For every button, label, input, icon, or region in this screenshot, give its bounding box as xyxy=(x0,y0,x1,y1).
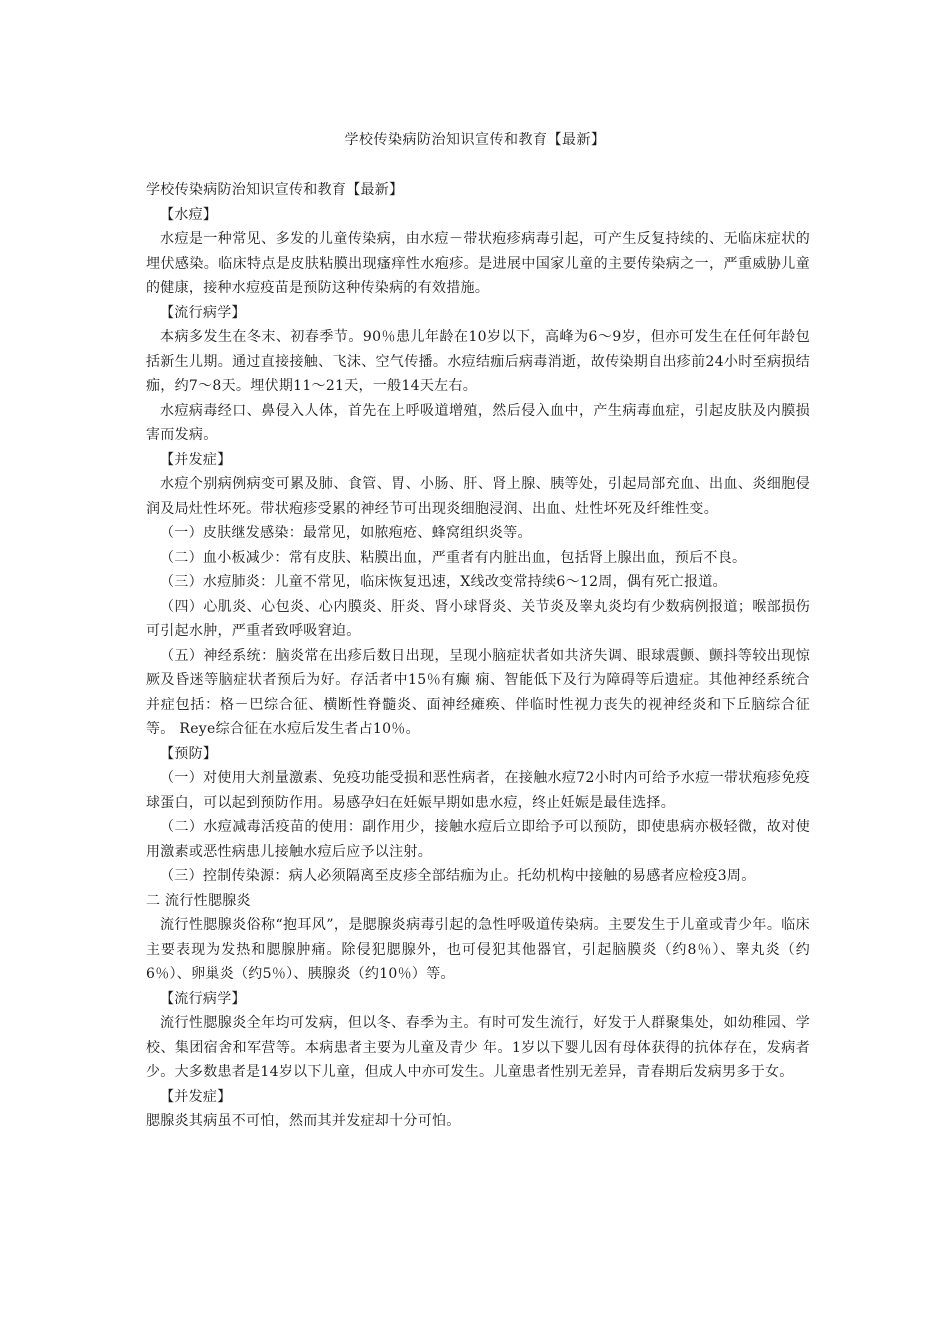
list-item: （二）血小板减少：常有皮肤、粘膜出血，严重者有内脏出血，包括肾上腺出血，预后不良。 xyxy=(160,549,747,566)
section-heading-mumps: 二 流行性腮腺炎 xyxy=(146,892,251,909)
section-heading-complications: 【并发症】 xyxy=(160,451,232,468)
list-item: （三）水痘肺炎：儿童不常见，临床恢复迅速，X线改变常持续6～12周，偶有死亡报道。 xyxy=(160,574,727,590)
list-item: （一）皮肤继发感染：最常见，如脓疱疮、蜂窝组织炎等。 xyxy=(160,525,532,541)
section-heading-epidemiology: 【流行病学】 xyxy=(160,304,246,321)
paragraph: 水痘个别病例病变可累及肺、食管、胃、小肠、肝、肾上腺、胰等处，引起局部充血、出血、炎细胞侵润及局灶性坏死。带状疱疹受累的神经节可出现炎细胞浸润、出血、灶性坏死及纤维性变。 xyxy=(146,476,810,517)
section-heading-epidemiology: 【流行病学】 xyxy=(160,990,246,1007)
section-heading-prevention: 【预防】 xyxy=(160,745,218,762)
list-item: （二）水痘减毒活疫苗的使用：副作用少，接触水痘后立即给予可以预防，即使患病亦极轻微，故对使用激素或恶性病患儿接触水痘后应予以注射。 xyxy=(146,819,810,860)
paragraph: 本病多发生在冬末、初春季节。90％患儿年龄在10岁以下，高峰为6～9岁，但亦可发生在任何年龄包括新生儿期。通过直接接触、飞沫、空气传播。水痘结痂后病毒消逝，故传染期自出疹前24小时至病损结痂，约7～8天。埋伏期11～21天，一般14天左右。 xyxy=(146,329,810,394)
paragraph: 流行性腮腺炎俗称“抱耳风”，是腮腺炎病毒引起的急性呼吸道传染病。主要发生于儿童或青少年。临床主要表现为发热和腮腺肿痛。除侵犯腮腺外，也可侵犯其他器官，引起脑膜炎（约8％）、睾丸炎（约6％）、卵巢炎（约5％）、胰腺炎（约10％）等。 xyxy=(146,917,810,982)
document-body xyxy=(146,178,810,1134)
list-item: （五）神经系统：脑炎常在出疹后数日出现，呈现小脑症状者如共济失调、眼球震颤、颤抖等较出现惊厥及昏迷等脑症状者预后为好。存活者中15％有癫 痫、智能低下及行为障碍等后遗症。其他神经系统合并症包括：格－巴综合征、横断性脊髓炎、面神经瘫痪、伴临时性视力丧失的视神经炎和下丘脑综合征等。 Reye综合征在水痘后发生者占10％。 xyxy=(146,647,810,737)
paragraph: 腮腺炎其病虽不可怕，然而其并发症却十分可怕。 xyxy=(146,1113,461,1129)
paragraph: 流行性腮腺炎全年均可发病，但以冬、春季为主。有时可发生流行，好发于人群聚集处，如幼稚园、学校、集团宿舍和军营等。本病患者主要为儿童及青少 年。1岁以下婴儿因有母体获得的抗体存在，发病者少。大多数患者是14岁以下儿童，但成人中亦可发生。儿童患者性别无差异，青春期后发病男多于女。 xyxy=(146,1015,810,1080)
list-item: （三）控制传染源：病人必须隔离至皮疹全部结痂为止。托幼机构中接触的易感者应检疫3周。 xyxy=(160,868,756,884)
list-item: （一）对使用大剂量激素、免疫功能受损和恶性病者，在接触水痘72小时内可给予水痘一带状疱疹免疫球蛋白，可以起到预防作用。易感孕妇在妊娠早期如患水痘，终止妊娠是最佳选择。 xyxy=(146,770,810,811)
paragraph: 水痘是一种常见、多发的儿童传染病，由水痘－带状疱疹病毒引起，可产生反复持续的、无临床症状的埋伏感染。临床特点是皮肤粘膜出现瘙痒性水疱疹。是进展中国家儿童的主要传染病之一，严重威胁儿童的健康，接种水痘疫苗是预防这种传染病的有效措施。 xyxy=(146,231,810,296)
document-title: 学校传染病防治知识宣传和教育【最新】 xyxy=(344,132,606,148)
paragraph: 水痘病毒经口、鼻侵入人体，首先在上呼吸道增殖，然后侵入血中，产生病毒血症，引起皮肤及内膜损害而发病。 xyxy=(146,402,810,443)
section-heading-chickenpox: 【水痘】 xyxy=(160,206,218,223)
list-item: （四）心肌炎、心包炎、心内膜炎、肝炎、肾小球肾炎、关节炎及睾丸炎均有少数病例报道；喉部损伤可引起水肿，严重者致呼吸窘迫。 xyxy=(146,598,810,639)
body-title: 学校传染病防治知识宣传和教育【最新】 xyxy=(146,182,404,198)
section-heading-complications: 【并发症】 xyxy=(160,1088,232,1105)
